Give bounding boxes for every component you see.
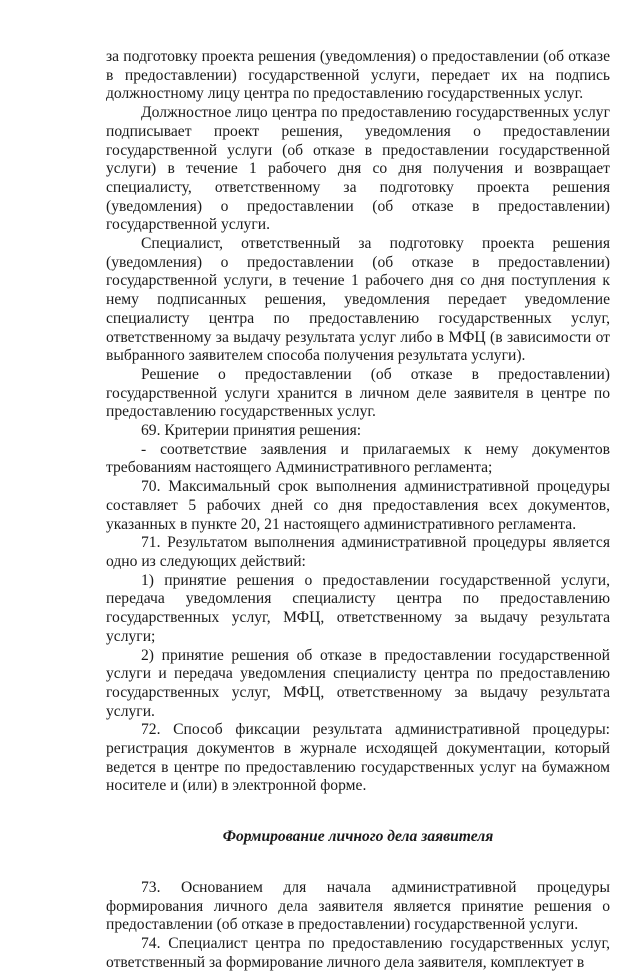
paragraph-74-specialist: 74. Специалист центра по предоставлению государственных услуг, ответственный за формирование личного дела заявителя, комплектует в [106,934,610,971]
spacer [106,847,610,879]
paragraph-71-item-2: 2) принятие решения об отказе в предоставлении государственной услуги и передача уведомления специалисту центра по предоставлению государственных услуг, МФЦ, ответственному за выдачу результата услуги. [106,646,610,720]
paragraph-specialist-transfer: Специалист, ответственный за подготовку проекта решения (уведомления) о предоставлении (об отказе в предоставлении) государственной услуги, в течение 1 рабочего дня со дня поступления к нему подписанных решения, уведомления передает уведомление специалисту центра по предоставлению государственных услуг, ответственному за выдачу результата услуг либо в МФЦ (в зависимости от выбранного заявителем способа получения результата услуги). [106,235,610,365]
paragraph-decision-storage: Решение о предоставлении (об отказе в предоставлении) государственной услуги хранится в личном деле заявителя в центре по предоставлению государственных услуг. [106,365,610,421]
text-block-top [106,48,610,796]
paragraph-70-deadline: 70. Максимальный срок выполнения административной процедуры составляет 5 рабочих дней со дня предоставления всех документов, указанных в пункте 20, 21 настоящего административного регламента. [106,478,610,533]
paragraph-continuation: за подготовку проекта решения (уведомления) о предоставлении (об отказе в предоставлении) государственной услуги, передает их на подпись должностному лицу центра по предоставлению государственных услуг. [106,48,610,103]
paragraph-69-criteria: 69. Критерии принятия решения: [141,422,362,440]
paragraph-69-item: - соответствие заявления и прилагаемых к нему документов требованиям настоящего Административного регламента; [106,440,610,477]
paragraph-signing: Должностное лицо центра по предоставлению государственных услуг подписывает проект решения, уведомления о предоставлении государственной услуги (об отказе в предоставлении государственной услуги) в течение 1 рабочего дня со дня получения и возвращает специалисту, ответственному за подготовку проекта решения (уведомления) о предоставлении (об отказе в предоставлении) государственной услуги. [106,104,610,234]
paragraph-71-result: 71. Результатом выполнения административной процедуры является одно из следующих действий: [106,534,610,570]
paragraph-73-basis: 73. Основанием для начала административной процедуры формирования личного дела заявителя является принятие решения о предоставлении (об отказе в предоставлении) государственной услуги. [106,878,610,934]
paragraph-72-fixation: 72. Способ фиксации результата административной процедуры: регистрация документов в журнале исходящей документации, который ведется в центре по предоставлению государственных услуг на бумажном носителе и (или) в электронной форме. [106,721,610,795]
spacer [106,796,610,828]
paragraph-71-item-1: 1) принятие решения о предоставлении государственной услуги, передача уведомления специалисту центра по предоставлению государственных услуг, МФЦ, ответственному за выдачу результата услуги; [106,571,610,645]
text-block-bottom [106,879,610,972]
section-heading: Формирование личного дела заявителя [222,828,494,846]
